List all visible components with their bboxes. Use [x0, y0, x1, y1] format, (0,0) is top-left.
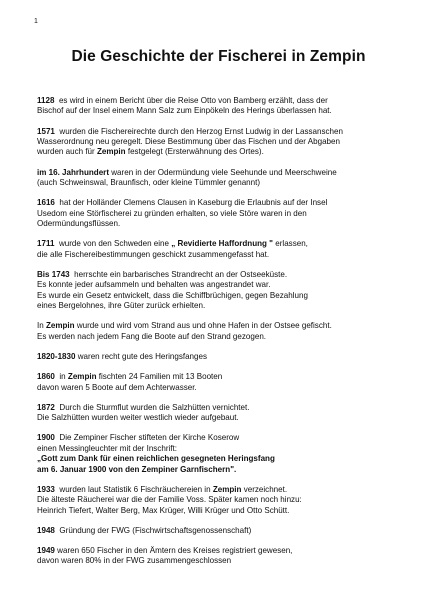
entry-line	[37, 485, 417, 495]
entry-text: Es wurde ein Gesetz entwickelt, dass die Schiffbrüchigen, gegen Bezahlung	[37, 290, 308, 300]
entry-text: festgelegt (Ersterwähnung des Ortes).	[127, 147, 264, 157]
entry-1949	[37, 546, 417, 567]
entry-1948	[37, 526, 417, 536]
entry-1860	[37, 372, 417, 393]
entry-text: Die älteste Räucherei war die der Familie Voss. Später kamen noch hinzu:	[37, 495, 302, 505]
place-name: Zempin	[67, 372, 97, 382]
entry-text: Durch die Sturmflut wurden die Salzhütten vernichtet.	[59, 402, 250, 412]
entry-text: davon waren 80% in der FWG zusammengeschlossen	[37, 556, 232, 566]
entry-text: herrschte ein barbarisches Strandrecht an der Ostseeküste.	[74, 269, 288, 279]
entry-line	[37, 127, 417, 137]
entry-line	[37, 168, 417, 178]
entry-text: es wird in einem Bericht über die Reise Otto von Bamberg erzählt, dass der	[58, 96, 328, 105]
entry-line	[37, 147, 417, 157]
document-name: „ Revidierte Haffordnung "	[171, 239, 273, 249]
inscription-text: am 6. Januar 1900 von den Zempiner Garnfischern".	[37, 464, 237, 474]
entry-line	[37, 352, 417, 362]
entry-text: die alle Fischereibestimmungen geschickt zusammengefasst hat.	[37, 249, 270, 259]
entry-1711	[37, 239, 417, 260]
entry-line	[37, 403, 417, 413]
entry-text: Odermündungsflüssen.	[37, 219, 121, 229]
entry-1900	[37, 433, 417, 475]
entry-text: Die Zempiner Fischer stifteten der Kirche Koserow	[59, 433, 240, 443]
entry-text: erlassen,	[275, 239, 308, 249]
entry-text: Usedom eine Störfischerei zu gründen erhalten, so viele Störe waren in den	[37, 208, 307, 218]
entry-line	[37, 372, 417, 382]
entry-text: Wasserordnung neu geregelt. Diese Bestimmung über das Fischen und der Abgaben	[37, 137, 340, 147]
entry-text: In	[37, 321, 44, 331]
entry-text: Es konnte jeder aufsammeln und behalten was angestrandet war.	[37, 280, 271, 290]
place-name: Zempin	[96, 147, 126, 157]
entry-text: Bischof auf der Insel einem Mann Salz zum Einpökeln des Herings überlassen hat.	[37, 106, 332, 116]
entry-year: im 16. Jahrhundert	[37, 167, 109, 177]
entry-1872	[37, 403, 417, 424]
entry-1128	[37, 96, 417, 117]
entry-year: 1711	[37, 239, 55, 249]
entry-1933	[37, 485, 417, 516]
entry-text: davon waren 5 Boote auf dem Achterwasser.	[37, 382, 197, 392]
entry-line	[37, 321, 417, 331]
entry-line	[37, 239, 417, 249]
entry-year: 1900	[37, 433, 55, 443]
entry-1571	[37, 127, 417, 158]
entry-year: 1128	[37, 96, 55, 105]
entry-year: 1933	[37, 484, 55, 494]
entry-text: in	[59, 372, 66, 382]
entry-1616	[37, 198, 417, 229]
entry-text: Es werden nach jedem Fang die Boote auf den Strand gezogen.	[37, 331, 267, 341]
entry-line	[37, 198, 417, 208]
entry-text: hat der Holländer Clemens Clausen in Kaseburg die Erlaubnis auf der Insel	[59, 198, 328, 208]
entry-strand-fischerei	[37, 321, 417, 342]
entry-text: wurde von den Schweden eine	[58, 239, 170, 249]
entry-year: 1948	[37, 525, 55, 535]
entry-year: 1571	[37, 126, 55, 136]
document-body	[37, 96, 417, 577]
entry-bis-1743	[37, 270, 417, 312]
entry-line	[37, 526, 417, 536]
entry-year: 1616	[37, 198, 55, 208]
entry-text: eines Bergelohnes, ihre Güter zurück erhielten.	[37, 301, 206, 311]
page-title: Die Geschichte der Fischerei in Zempin	[71, 48, 366, 65]
entry-text: einen Messingleuchter mit der Inschrift:	[37, 443, 177, 453]
entry-1820-1830	[37, 352, 417, 362]
entry-year: Bis 1743	[37, 269, 70, 279]
place-name: Zempin	[45, 321, 75, 331]
entry-text: Heinrich Tiefert, Walter Berg, Max Krüger, Willi Krüger und Otto Schütt.	[37, 505, 290, 515]
inscription-text: „Gott zum Dank für einen reichlichen gesegneten Heringsfang	[37, 454, 275, 464]
entry-year: 1872	[37, 402, 55, 412]
entry-line	[37, 546, 417, 556]
entry-text: verzeichnet.	[243, 484, 288, 494]
entry-year: 1860	[37, 372, 55, 382]
page-mark: 1	[34, 18, 38, 25]
entry-text: Gründung der FWG (Fischwirtschaftsgenossenschaft)	[59, 525, 252, 535]
entry-text: waren in der Odermündung viele Seehunde und Meerschweine	[111, 167, 337, 177]
entry-text: fischten 24 Familien mit 13 Booten	[98, 372, 223, 382]
entry-text: waren recht gute des Heringsfanges	[77, 351, 208, 361]
entry-line	[37, 433, 417, 443]
entry-line	[37, 270, 417, 280]
place-name: Zempin	[212, 484, 242, 494]
entry-line	[37, 96, 417, 106]
entry-text: Die Salzhütten wurden weiter westlich wieder aufgebaut.	[37, 413, 239, 423]
entry-16-jahrhundert	[37, 168, 417, 189]
entry-text: wurden auch für	[37, 147, 95, 157]
entry-text: wurde und wird vom Strand aus und ohne Hafen in der Ostsee gefischt.	[76, 321, 332, 331]
entry-text: wurden laut Statistik 6 Fischräuchereien in	[59, 484, 211, 494]
entry-text: waren 650 Fischer in den Ämtern des Kreises registriert gewesen,	[57, 545, 293, 555]
entry-year: 1949	[37, 545, 55, 555]
entry-text: (auch Schweinswal, Braunfisch, oder kleine Tümmler genannt)	[37, 178, 261, 188]
entry-year: 1820-1830	[37, 351, 76, 361]
entry-text: wurden die Fischereirechte durch den Herzog Ernst Ludwig in der Lassanschen	[59, 126, 343, 136]
